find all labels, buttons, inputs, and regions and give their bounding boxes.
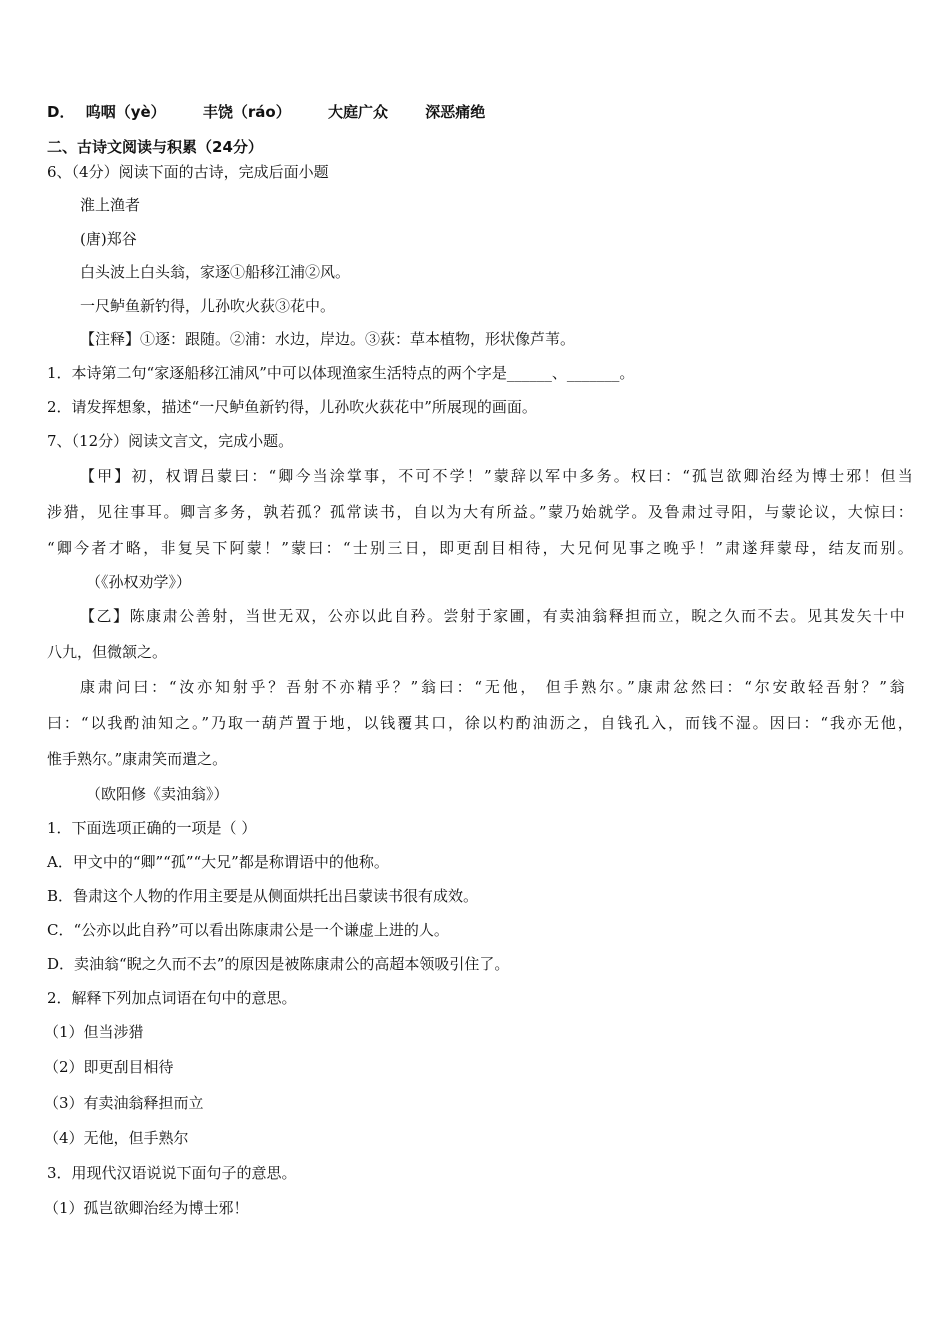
q7-option-d: D．卖油翁“睨之久而不去”的原因是被陈康肃公的高超本领吸引住了。 xyxy=(47,955,510,973)
q6-sub-2: 2．请发挥想象，描述“一尺鲈鱼新钓得，儿孙吹火荻花中”所展现的画面。 xyxy=(47,398,537,416)
q7-sub-3-item-1: （1）孤岂欲卿治经为博士邪！ xyxy=(44,1199,249,1217)
q7-stem: 7、（12分）阅读文言文，完成小题。 xyxy=(47,432,294,450)
passage-jia-line-2: 涉猎，见往事耳。卿言多务，孰若孤？孤常读书，自以为大有所益。”蒙乃始就学。及鲁肃过寻阳，与蒙论议，大惊曰： xyxy=(47,503,913,521)
option-d-item-3: 大庭广众 xyxy=(327,103,388,121)
q6-stem: 6、（4分）阅读下面的古诗，完成后面小题 xyxy=(47,163,329,181)
passage-yi-line-5: 惟手熟尔。”康肃笑而遣之。 xyxy=(47,750,228,768)
passage-jia-source: （《孙权劝学》） xyxy=(86,573,192,591)
q7-option-b: B．鲁肃这个人物的作用主要是从侧面烘托出吕蒙读书很有成效。 xyxy=(47,887,479,905)
q7-sub-2-item-4: （4）无他，但手熟尔 xyxy=(44,1129,189,1147)
option-d-row xyxy=(47,102,517,122)
passage-jia-line-3: “卿今者才略，非复吴下阿蒙！”蒙曰：“士别三日，即更刮目相待，大兄何见事之晚乎！”肃遂拜蒙母，结友而别。 xyxy=(47,539,913,557)
passage-yi-source: （欧阳修《卖油翁》） xyxy=(86,785,229,803)
section-heading: 二、古诗文阅读与积累（24分） xyxy=(47,138,263,156)
passage-yi-line-1: 【乙】陈康肃公善射，当世无双，公亦以此自矜。尝射于家圃，有卖油翁释担而立，睨之久而不去。见其发矢十中 xyxy=(80,607,905,625)
passage-yi-line-3: 康肃问曰：“汝亦知射乎？吾射不亦精乎？”翁曰：“无他， 但手熟尔。”康肃忿然曰：“尔安敢轻吾射？”翁 xyxy=(80,678,905,696)
q7-sub-2-item-3: （3）有卖油翁释担而立 xyxy=(44,1094,204,1112)
q7-sub-2: 2．解释下列加点词语在句中的意思。 xyxy=(47,989,297,1007)
q7-option-c: C．“公亦以此自矜”可以看出陈康肃公是一个谦虚上进的人。 xyxy=(47,921,449,939)
poem-title: 淮上渔者 xyxy=(80,196,141,214)
poem-author: (唐)郑谷 xyxy=(80,230,137,248)
passage-jia-line-1: 【甲】初，权谓吕蒙曰：“卿今当涂掌事，不可不学！”蒙辞以军中多务。权曰：“孤岂欲卿治经为博士邪！但当 xyxy=(80,467,913,485)
passage-yi-line-4: 曰：“以我酌油知之。”乃取一葫芦置于地，以钱覆其口，徐以杓酌油沥之，自钱孔入，而钱不湿。因曰：“我亦无他， xyxy=(47,714,913,732)
option-d-label: D． xyxy=(47,103,75,121)
option-d-item-4: 深恶痛绝 xyxy=(425,103,486,121)
q7-sub-2-item-2: （2）即更刮目相待 xyxy=(44,1058,174,1076)
q6-sub-1: 1．本诗第二句“家逐船移江浦风”中可以体现渔家生活特点的两个字是______、_______。 xyxy=(47,364,635,382)
poem-note: 【注释】①逐：跟随。②浦：水边，岸边。③荻：草本植物，形状像芦苇。 xyxy=(80,330,576,348)
option-d-item-1: 呜咽（yè） xyxy=(85,103,166,121)
poem-line-2: 一尺鲈鱼新钓得，儿孙吹火荻③花中。 xyxy=(80,297,336,315)
passage-yi-line-2: 八九，但微颔之。 xyxy=(47,643,168,661)
q7-sub-1: 1．下面选项正确的一项是（ ） xyxy=(47,819,257,837)
poem-line-1: 白头波上白头翁，家逐①船移江浦②风。 xyxy=(80,263,351,281)
q7-option-a: A．甲文中的“卿”“孤”“大兄”都是称谓语中的他称。 xyxy=(47,853,389,871)
option-d-item-2: 丰饶（ráo） xyxy=(202,103,291,121)
q7-sub-3: 3．用现代汉语说说下面句子的意思。 xyxy=(47,1164,297,1182)
q7-sub-2-item-1: （1）但当涉猎 xyxy=(44,1023,144,1041)
